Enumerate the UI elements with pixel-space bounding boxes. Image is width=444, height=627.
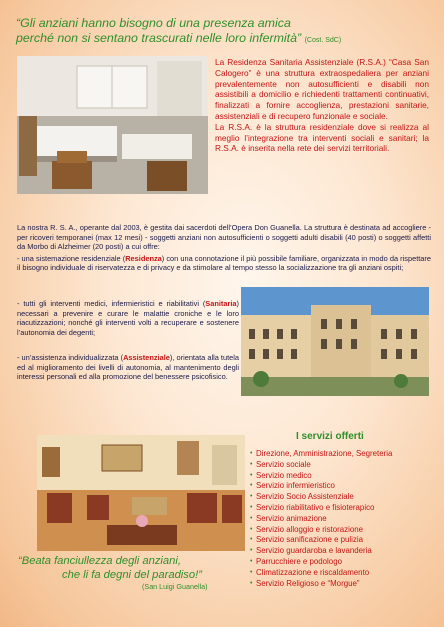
offer-item-residenza: - una sistemazione residenziale (Residenza) con una connotazione il più possibile familiare, organizzata in modo da rispettare il bisogno individuale di riservatezza e di privacy e da stimolare al tempo stesso la socializzazione tra gli anziani ospiti; <box>17 253 431 273</box>
top-quote-line1: “Gli anziani hanno bisogno di una presenza amica <box>16 16 291 30</box>
services-title: I servizi offerti <box>296 431 364 442</box>
top-quote <box>16 16 436 48</box>
photo-lounge <box>37 435 245 551</box>
service-item: • Servizio Religioso e “Morgue” <box>250 579 392 590</box>
photo-hospital-room <box>17 56 208 194</box>
photo-building <box>241 287 429 396</box>
service-item: • Servizio alloggio e ristorazione <box>250 525 392 536</box>
service-item: • Servizio sociale <box>250 460 392 471</box>
rsa-paragraph-2: La R.S.A. è la struttura residenziale dove si realizza al meglio l’integrazione tra interventi sociali e sanitari; la R.S.A. è inserita nella rete dei servizi territoriali. <box>215 121 429 154</box>
service-item: • Servizio riabilitativo e fisioterapico <box>250 503 392 514</box>
service-item: • Climatizzazione e riscaldamento <box>250 568 392 579</box>
bottom-quote-line1: “Beata fanciullezza degli anziani, <box>18 555 181 567</box>
top-quote-line2: perché non si sentano trascurati nelle loro infermità” (Cost. SdC) <box>16 31 342 45</box>
bottom-quote-citation: (San Luigi Guanella) <box>142 582 208 592</box>
service-item: • Direzione, Amministrazione, Segreteria <box>250 449 392 460</box>
offer-item-assistenziale: - un’assistenza individualizzata (Assistenziale), orientata alla tutela ed al miglioramento dei livelli di autonomia, al mantenimento degli interessi personali ed alla promozione del benessere psicofisico. <box>17 353 239 382</box>
offer-item-sanitaria: - tutti gli interventi medici, infermieristici e riabilitativi (Sanitaria) necessari a prevenire e curare le malattie croniche e le loro riacutizzazioni; nonché gli interventi volti a recuperare e sostenere l’autonomia dei degenti; <box>17 299 239 337</box>
service-item: • Parrucchiere e podologo <box>250 557 392 568</box>
service-item: • Servizio animazione <box>250 514 392 525</box>
service-item: • Servizio infermieristico <box>250 481 392 492</box>
bottom-quote-line2: che li fa degni del paradiso!” <box>62 568 202 581</box>
rsa-description <box>215 57 429 154</box>
service-item: • Servizio medico <box>250 471 392 482</box>
rsa-intro <box>17 223 431 273</box>
top-quote-citation: (Cost. SdC) <box>304 37 342 44</box>
services-list <box>250 449 392 589</box>
service-item: • Servizio guardaroba e lavanderia <box>250 546 392 557</box>
service-item: • Servizio Socio Assistenziale <box>250 492 392 503</box>
rsa-intro-text: La nostra R. S. A., operante dal 2003, è gestita dai sacerdoti dell’Opera Don Guanella. La struttura è destinata ad accogliere - per ricoveri temporanei (max 12 mesi) - soggetti anziani non autosufficienti o soggetti adulti disabili (40 posti) o soggetti affetti da Morbo di Alzheimer (20 posti) a cui offre: <box>17 223 431 252</box>
bottom-quote <box>18 555 243 591</box>
rsa-paragraph-1: La Residenza Sanitaria Assistenziale (R.S.A.) “Casa San Calogero” è una struttura extraospedaliera per anziani prevalentemente non autosufficienti e disabili non assistibili a domicilio e richiedenti trattamenti continuativi, finalizzati a fornire accoglienza, prestazioni sanitarie, assistenziali e di recupero funzionale e sociale. <box>215 57 429 121</box>
service-item: • Servizio sanificazione e pulizia <box>250 535 392 546</box>
